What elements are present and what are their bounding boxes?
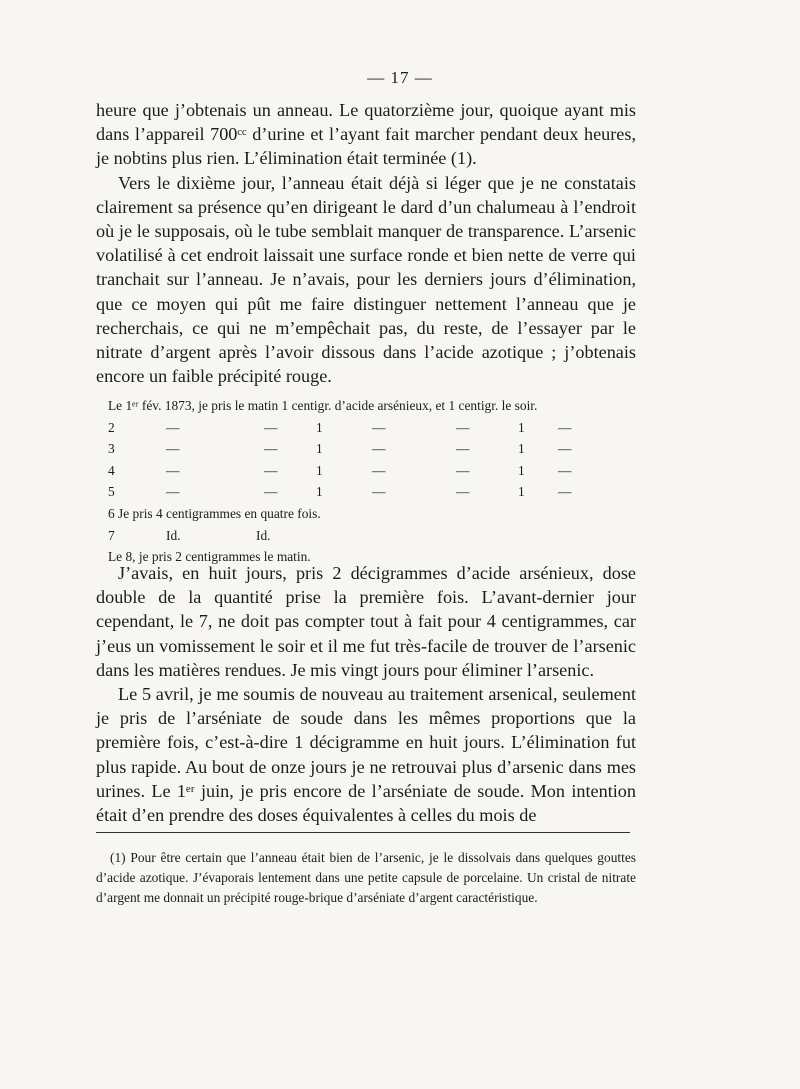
ditto-mark: — [558,419,572,435]
body-text-bottom [96,561,636,827]
dose-row-day-3 [108,438,638,460]
ditto-mark: — [166,419,180,435]
ditto-mark: — [372,484,386,500]
paragraph-1: heure que j’obtenais un anneau. Le quatorzième jour, quoique ayant mis dans l’appareil 700ᶜᶜ d’urine et l’ayant fait marcher pendant deux heures, je nobtins plus rien. L’élimination était terminée (1). [96,100,636,169]
footnote [96,848,636,907]
ditto-mark: — [264,419,278,435]
ditto-mark: — [166,441,180,457]
body-text-top [96,98,636,388]
paragraph-4: Le 5 avril, je me soumis de nouveau au traitement arsenical, seulement je pris de l’arséniate de soude dans les mêmes proportions que la première fois, c’est-à-dire 1 décigramme en huit jours. L’élimination fut plus rapide. Au bout de onze jours je ne retrouvai plus d’arsenic dans mes urines. Le 1ᵉʳ juin, je pris encore de l’arséniate de soude. Mon intention était d’en prendre des doses équivalentes à celles du mois de [96,684,636,826]
ditto-mark: — [558,462,572,478]
ditto-mark: — [264,462,278,478]
dose-line-day-1: Le 1ᵉʳ fév. 1873, je pris le matin 1 centigr. d’acide arsénieux, et 1 centigr. le soir. [108,398,538,413]
idem-mark: Id. [166,527,181,543]
dose-row-day-7 [108,525,638,547]
ditto-mark: — [166,462,180,478]
ditto-mark: — [456,441,470,457]
ditto-mark: — [456,419,470,435]
footnote-divider [96,832,630,833]
dose-morning: 1 [316,462,323,478]
ditto-mark: — [372,441,386,457]
dose-day: 3 [108,441,115,457]
dose-morning: 1 [316,484,323,500]
footnote-text: (1) Pour être certain que l’anneau était bien de l’arsenic, je le dissolvais dans quelques gouttes d’acide azotique. J’évaporais lentement dans une petite capsule de porcelaine. Un cristal de nitrate d’argent me donnait un précipité rouge-brique d’arséniate d’argent caractéristique. [96,850,636,905]
dose-day: 7 [108,527,115,543]
ditto-mark: — [372,462,386,478]
dose-row-day-2 [108,417,638,439]
ditto-mark: — [456,484,470,500]
ditto-mark: — [558,441,572,457]
dose-row-day-5 [108,481,638,503]
ditto-mark: — [558,484,572,500]
dose-evening: 1 [518,441,525,457]
ditto-mark: — [372,419,386,435]
dose-evening: 1 [518,419,525,435]
ditto-mark: — [264,441,278,457]
dose-line-day-8: Le 8, je pris 2 centigrammes le matin. [108,549,311,565]
dose-evening: 1 [518,462,525,478]
page-number: — 17 — [367,68,433,87]
dose-day: 4 [108,462,115,478]
dose-day: 2 [108,419,115,435]
dose-morning: 1 [316,441,323,457]
paragraph-3: J’avais, en huit jours, pris 2 décigrammes d’acide arsénieux, dose double de la quantité prise la première fois. L’avant-dernier jour cependant, le 7, ne doit pas compter tout à fait pour 4 centigrammes, car j’eus un vomissement le soir et il me fut très-facile de trouver de l’arsenic dans les matières rendues. Je mis vingt jours pour éliminer l’arsenic. [96,563,636,680]
dose-evening: 1 [518,484,525,500]
dose-day: 5 [108,484,115,500]
dose-morning: 1 [316,419,323,435]
idem-mark: Id. [256,527,271,543]
dose-row-day-4 [108,460,638,482]
ditto-mark: — [456,462,470,478]
ditto-mark: — [264,484,278,500]
ditto-mark: — [166,484,180,500]
dose-schedule [108,395,638,568]
paragraph-2: Vers le dixième jour, l’anneau était déjà si léger que je ne constatais clairement sa présence qu’en dirigeant le dard d’un chalumeau à l’endroit où je le supposais, où le tube semblait manquer de transparence. L’arsenic volatilisé à cet endroit laissait une surface ronde et bien nette de verre qui tranchait sur l’anneau. Je n’avais, pour les derniers jours d’élimination, que ce moyen qui pût me faire distinguer nettement l’anneau que je recherchais, ce qui ne m’empêchait pas, du reste, de l’essayer par le nitrate d’argent après l’avoir dissous dans l’acide azotique ; j’obtenais encore un faible précipité rouge. [96,172,636,387]
dose-line-day-6: 6 Je pris 4 centigrammes en quatre fois. [108,505,321,521]
